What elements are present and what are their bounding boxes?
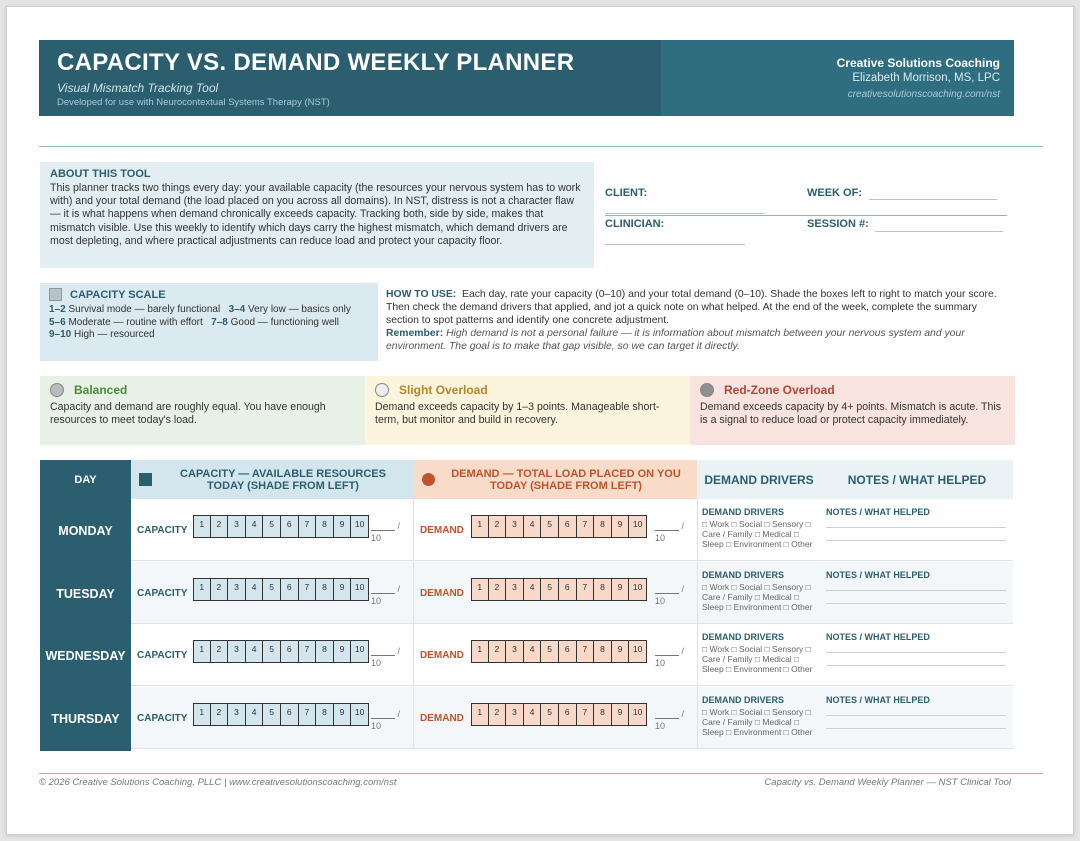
capacity-box[interactable]: 4	[246, 640, 264, 663]
capacity-score-field[interactable]: /	[371, 646, 400, 656]
drivers-checklist[interactable]: □ Work □ Social □ Sensory □ Care / Family □ Medical □ Sleep □ Environment □ Other	[702, 519, 813, 549]
capacity-label: CAPACITY	[137, 525, 188, 536]
session-label: SESSION #:	[807, 218, 869, 230]
footer-title: Capacity vs. Demand Weekly Planner — NST Clinical Tool	[764, 777, 1011, 788]
notes-line[interactable]	[826, 527, 1006, 528]
capacity-box[interactable]: 3	[228, 640, 246, 663]
capacity-box[interactable]: 10	[351, 515, 369, 538]
notes-title: NOTES / WHAT HELPED	[826, 694, 930, 705]
capacity-box[interactable]: 1	[193, 703, 211, 726]
capacity-score-field[interactable]: /	[371, 584, 400, 594]
divider	[413, 624, 414, 686]
capacity-box[interactable]: 8	[316, 515, 334, 538]
capacity-out-of: 10	[371, 595, 382, 606]
capacity-box[interactable]: 4	[246, 515, 264, 538]
status-body: Demand exceeds capacity by 1–3 points. Manageable short-term, but monitor and build in recovery.	[375, 401, 660, 426]
demand-box[interactable]: 8	[594, 703, 612, 726]
capacity-box[interactable]: 7	[299, 578, 317, 601]
capacity-box[interactable]: 1	[193, 578, 211, 601]
drivers-title: DEMAND DRIVERS	[702, 694, 785, 705]
demand-label: DEMAND	[420, 587, 464, 599]
demand-box[interactable]: 10	[629, 640, 647, 663]
circle-icon	[50, 383, 64, 397]
demand-box[interactable]: 7	[577, 640, 595, 663]
demand-box[interactable]: 7	[577, 703, 595, 726]
capacity-rating-boxes	[193, 640, 369, 663]
demand-box[interactable]: 5	[541, 703, 559, 726]
demand-box[interactable]: 9	[612, 515, 630, 538]
capacity-box[interactable]: 9	[334, 578, 352, 601]
demand-box[interactable]: 3	[506, 578, 524, 601]
capacity-rating-boxes	[193, 515, 369, 538]
demand-rating-boxes	[471, 578, 647, 601]
org-name: Creative Solutions Coaching	[836, 56, 1000, 70]
capacity-box[interactable]: 7	[299, 640, 317, 663]
demand-box[interactable]: 6	[559, 703, 577, 726]
capacity-box[interactable]: 2	[211, 640, 229, 663]
drivers-title: DEMAND DRIVERS	[702, 569, 785, 580]
header-banner	[39, 40, 1014, 116]
client-label: CLIENT:	[605, 187, 648, 199]
divider	[39, 146, 1043, 147]
capacity-box[interactable]: 6	[281, 640, 299, 663]
notes-title: NOTES / WHAT HELPED	[826, 569, 930, 580]
capacity-box[interactable]: 3	[228, 515, 246, 538]
demand-box[interactable]: 7	[577, 515, 595, 538]
square-icon	[139, 473, 152, 486]
header-title-block	[39, 40, 661, 116]
demand-rating-boxes	[471, 703, 647, 726]
drivers-header: DEMAND DRIVERS	[697, 460, 821, 499]
divider	[413, 562, 414, 624]
circle-icon	[422, 473, 435, 486]
notes-line[interactable]	[826, 652, 1006, 653]
demand-box[interactable]: 6	[559, 515, 577, 538]
page-title: CAPACITY VS. DEMAND WEEKLY PLANNER	[57, 49, 575, 76]
notes-line[interactable]	[826, 590, 1006, 591]
capacity-score-field[interactable]: /	[371, 521, 400, 531]
capacity-box[interactable]: 6	[281, 515, 299, 538]
demand-box[interactable]: 4	[524, 578, 542, 601]
fields-divider	[605, 215, 1007, 216]
capacity-box[interactable]: 2	[211, 578, 229, 601]
demand-boxes-slot	[471, 703, 647, 726]
capacity-boxes-slot	[193, 578, 369, 601]
demand-box[interactable]: 8	[594, 515, 612, 538]
divider	[697, 562, 698, 624]
drivers-title: DEMAND DRIVERS	[702, 507, 785, 517]
demand-box[interactable]: 10	[629, 515, 647, 538]
capacity-box[interactable]: 1	[193, 640, 211, 663]
capacity-header: CAPACITY — AVAILABLE RESOURCES TODAY (SHADE FROM LEFT)	[131, 460, 414, 499]
demand-box[interactable]: 3	[506, 640, 524, 663]
status-slight-overload	[365, 376, 690, 445]
status-body: Capacity and demand are roughly equal. You have enough resources to meet today's load.	[50, 401, 326, 426]
capacity-out-of: 10	[371, 658, 382, 668]
demand-box[interactable]: 5	[541, 578, 559, 601]
demand-box[interactable]: 9	[612, 640, 630, 663]
divider	[697, 624, 698, 686]
capacity-box[interactable]: 10	[351, 578, 369, 601]
capacity-box[interactable]: 10	[351, 640, 369, 663]
notes-header: NOTES / WHAT HELPED	[821, 460, 1013, 499]
week-of-field[interactable]	[869, 199, 997, 200]
capacity-box[interactable]: 2	[211, 703, 229, 726]
capacity-box[interactable]: 9	[334, 640, 352, 663]
capacity-box[interactable]: 8	[316, 640, 334, 663]
capacity-box[interactable]: 8	[316, 578, 334, 601]
capacity-box[interactable]: 5	[263, 703, 281, 726]
demand-out-of: 10	[655, 658, 666, 668]
demand-label: DEMAND	[420, 650, 464, 661]
developed-note: Developed for use with Neurocontextual Systems Therapy (NST)	[57, 97, 330, 108]
planner-page	[6, 6, 1074, 835]
capacity-boxes-slot	[193, 515, 369, 538]
status-title: Balanced	[74, 383, 128, 397]
notes-title: NOTES / WHAT HELPED	[826, 507, 930, 517]
notes-line[interactable]	[826, 665, 1006, 666]
demand-box[interactable]: 10	[629, 703, 647, 726]
capacity-box[interactable]: 6	[281, 578, 299, 601]
demand-score-field[interactable]: /	[655, 584, 684, 594]
capacity-box[interactable]: 1	[193, 515, 211, 538]
client-field[interactable]	[605, 213, 765, 214]
week-of-label: WEEK OF:	[807, 187, 862, 199]
demand-box[interactable]: 4	[524, 515, 542, 538]
capacity-rating-boxes	[193, 703, 369, 726]
capacity-boxes-slot	[193, 640, 369, 663]
demand-box[interactable]: 6	[559, 578, 577, 601]
demand-rating-boxes	[471, 640, 647, 663]
capacity-box[interactable]: 4	[246, 703, 264, 726]
capacity-box[interactable]: 9	[334, 703, 352, 726]
demand-boxes-slot	[471, 578, 647, 601]
capacity-rating-boxes	[193, 578, 369, 601]
notes-line[interactable]	[826, 603, 1006, 604]
demand-rating-boxes	[471, 515, 647, 538]
day-label: THURSDAY	[40, 687, 131, 751]
how-to-use	[386, 288, 1008, 353]
capacity-box[interactable]: 7	[299, 703, 317, 726]
demand-box[interactable]: 8	[594, 640, 612, 663]
capacity-out-of: 10	[371, 720, 382, 731]
capacity-box[interactable]: 5	[263, 578, 281, 601]
notes-line[interactable]	[826, 715, 1006, 716]
drivers-checklist[interactable]: □ Work □ Social □ Sensory □ Care / Family □ Medical □ Sleep □ Environment □ Other	[702, 644, 813, 674]
capacity-box[interactable]: 5	[263, 640, 281, 663]
capacity-label: CAPACITY	[137, 712, 188, 724]
capacity-box[interactable]: 8	[316, 703, 334, 726]
scale-line-1: 1–2 Survival mode — barely functional 3–4 Very low — basics only	[49, 304, 351, 315]
demand-box[interactable]: 2	[489, 640, 507, 663]
demand-box[interactable]: 3	[506, 703, 524, 726]
demand-header: DEMAND — TOTAL LOAD PLACED ON YOU TODAY (SHADE FROM LEFT)	[414, 460, 697, 499]
day-label: WEDNESDAY	[40, 624, 131, 688]
capacity-box[interactable]: 2	[211, 515, 229, 538]
status-title: Slight Overload	[399, 383, 488, 397]
website-link[interactable]: creativesolutionscoaching.com/nst	[847, 89, 1000, 100]
capacity-box[interactable]: 6	[281, 703, 299, 726]
demand-label: DEMAND	[420, 712, 464, 724]
circle-icon	[700, 383, 714, 397]
demand-box[interactable]: 3	[506, 515, 524, 538]
demand-box[interactable]: 1	[471, 703, 489, 726]
demand-box[interactable]: 2	[489, 703, 507, 726]
capacity-label: CAPACITY	[137, 650, 188, 661]
demand-box[interactable]: 9	[612, 578, 630, 601]
practitioner-name: Elizabeth Morrison, MS, LPC	[852, 72, 1000, 84]
clinician-field[interactable]	[605, 244, 745, 245]
demand-box[interactable]: 5	[541, 515, 559, 538]
demand-box[interactable]: 8	[594, 578, 612, 601]
capacity-box[interactable]: 3	[228, 578, 246, 601]
capacity-score-field[interactable]: /	[371, 709, 400, 719]
divider	[697, 687, 698, 749]
demand-out-of: 10	[655, 595, 666, 606]
demand-box[interactable]: 4	[524, 640, 542, 663]
drivers-checklist[interactable]: □ Work □ Social □ Sensory □ Care / Family □ Medical □ Sleep □ Environment □ Other	[702, 706, 813, 737]
status-body: Demand exceeds capacity by 4+ points. Mismatch is acute. This is a signal to reduce load or protect capacity immediately.	[700, 401, 1001, 426]
capacity-box[interactable]: 10	[351, 703, 369, 726]
day-label: TUESDAY	[40, 562, 131, 626]
status-balanced	[40, 376, 365, 445]
status-red-zone	[690, 376, 1015, 445]
demand-box[interactable]: 9	[612, 703, 630, 726]
demand-label: DEMAND	[420, 525, 464, 536]
divider	[697, 499, 698, 561]
circle-icon	[375, 383, 389, 397]
demand-out-of: 10	[655, 720, 666, 731]
remember-note: Remember: High demand is not a personal failure — it is information about mismatch between your nervous system and your environment. The goal is to make that gap visible, so we can target it directly.	[386, 328, 965, 352]
capacity-box[interactable]: 5	[263, 515, 281, 538]
demand-box[interactable]: 4	[524, 703, 542, 726]
scale-line-3: 9–10 High — resourced	[49, 329, 155, 341]
demand-box[interactable]: 2	[489, 515, 507, 538]
demand-box[interactable]: 7	[577, 578, 595, 601]
demand-score-field[interactable]: /	[655, 709, 684, 719]
session-field[interactable]	[875, 231, 1003, 232]
demand-box[interactable]: 1	[471, 578, 489, 601]
demand-box[interactable]: 1	[471, 640, 489, 663]
scale-line-2: 5–6 Moderate — routine with effort 7–8 Good — functioning well	[49, 316, 340, 328]
capacity-box[interactable]: 3	[228, 703, 246, 726]
notes-line[interactable]	[826, 540, 1006, 541]
about-panel	[40, 162, 594, 268]
day-label: MONDAY	[40, 499, 131, 563]
notes-line[interactable]	[826, 728, 1006, 729]
capacity-boxes-slot	[193, 703, 369, 726]
demand-boxes-slot	[471, 640, 647, 663]
drivers-checklist[interactable]: □ Work □ Social □ Sensory □ Care / Family □ Medical □ Sleep □ Environment □ Other	[702, 581, 813, 612]
drivers-title: DEMAND DRIVERS	[702, 632, 785, 642]
square-icon	[49, 288, 62, 301]
status-title: Red-Zone Overload	[724, 383, 835, 397]
demand-boxes-slot	[471, 515, 647, 538]
capacity-label: CAPACITY	[137, 587, 188, 599]
capacity-scale-title: CAPACITY SCALE	[49, 288, 369, 301]
demand-score-field[interactable]: /	[655, 646, 684, 656]
capacity-box[interactable]: 9	[334, 515, 352, 538]
capacity-scale-panel	[40, 283, 378, 361]
demand-out-of: 10	[655, 533, 666, 543]
demand-box[interactable]: 6	[559, 640, 577, 663]
day-header: DAY	[40, 460, 131, 499]
how-to-use-text: HOW TO USE: Each day, rate your capacity (0–10) and your total demand (0–10). Shade the boxes left to right to match your score. Then check the demand drivers that applied, and jot a quick note on what helped. At the end of the week, complete the summary section to spot patterns and identify one concrete adjustment.	[386, 289, 997, 326]
about-body: This planner tracks two things every day: your available capacity (the resources your nervous system has to work with) and your total demand (the load placed on you across all domains). In NST, distress is not a character flaw — it is what happens when demand chronically exceeds capacity. Tracking both, side by side, makes that mismatch visible. Use this weekly to identify which days carry the highest mismatch, which demand drivers are most depleting, and where practical adjustments can reduce load and protect your capacity floor.	[50, 182, 581, 247]
demand-box[interactable]: 5	[541, 640, 559, 663]
divider	[413, 687, 414, 749]
about-title: ABOUT THIS TOOL	[50, 168, 151, 180]
notes-title: NOTES / WHAT HELPED	[826, 632, 930, 642]
divider	[413, 499, 414, 561]
demand-box[interactable]: 10	[629, 578, 647, 601]
capacity-out-of: 10	[371, 533, 382, 543]
capacity-box[interactable]: 4	[246, 578, 264, 601]
demand-score-field[interactable]: /	[655, 521, 684, 531]
footer-copyright: © 2026 Creative Solutions Coaching, PLLC | www.creativesolutionscoaching.com/nst	[39, 777, 397, 788]
demand-box[interactable]: 2	[489, 578, 507, 601]
page-subtitle: Visual Mismatch Tracking Tool	[57, 81, 219, 95]
capacity-box[interactable]: 7	[299, 515, 317, 538]
demand-box[interactable]: 1	[471, 515, 489, 538]
divider	[39, 773, 1043, 774]
clinician-label: CLINICIAN:	[605, 218, 665, 230]
